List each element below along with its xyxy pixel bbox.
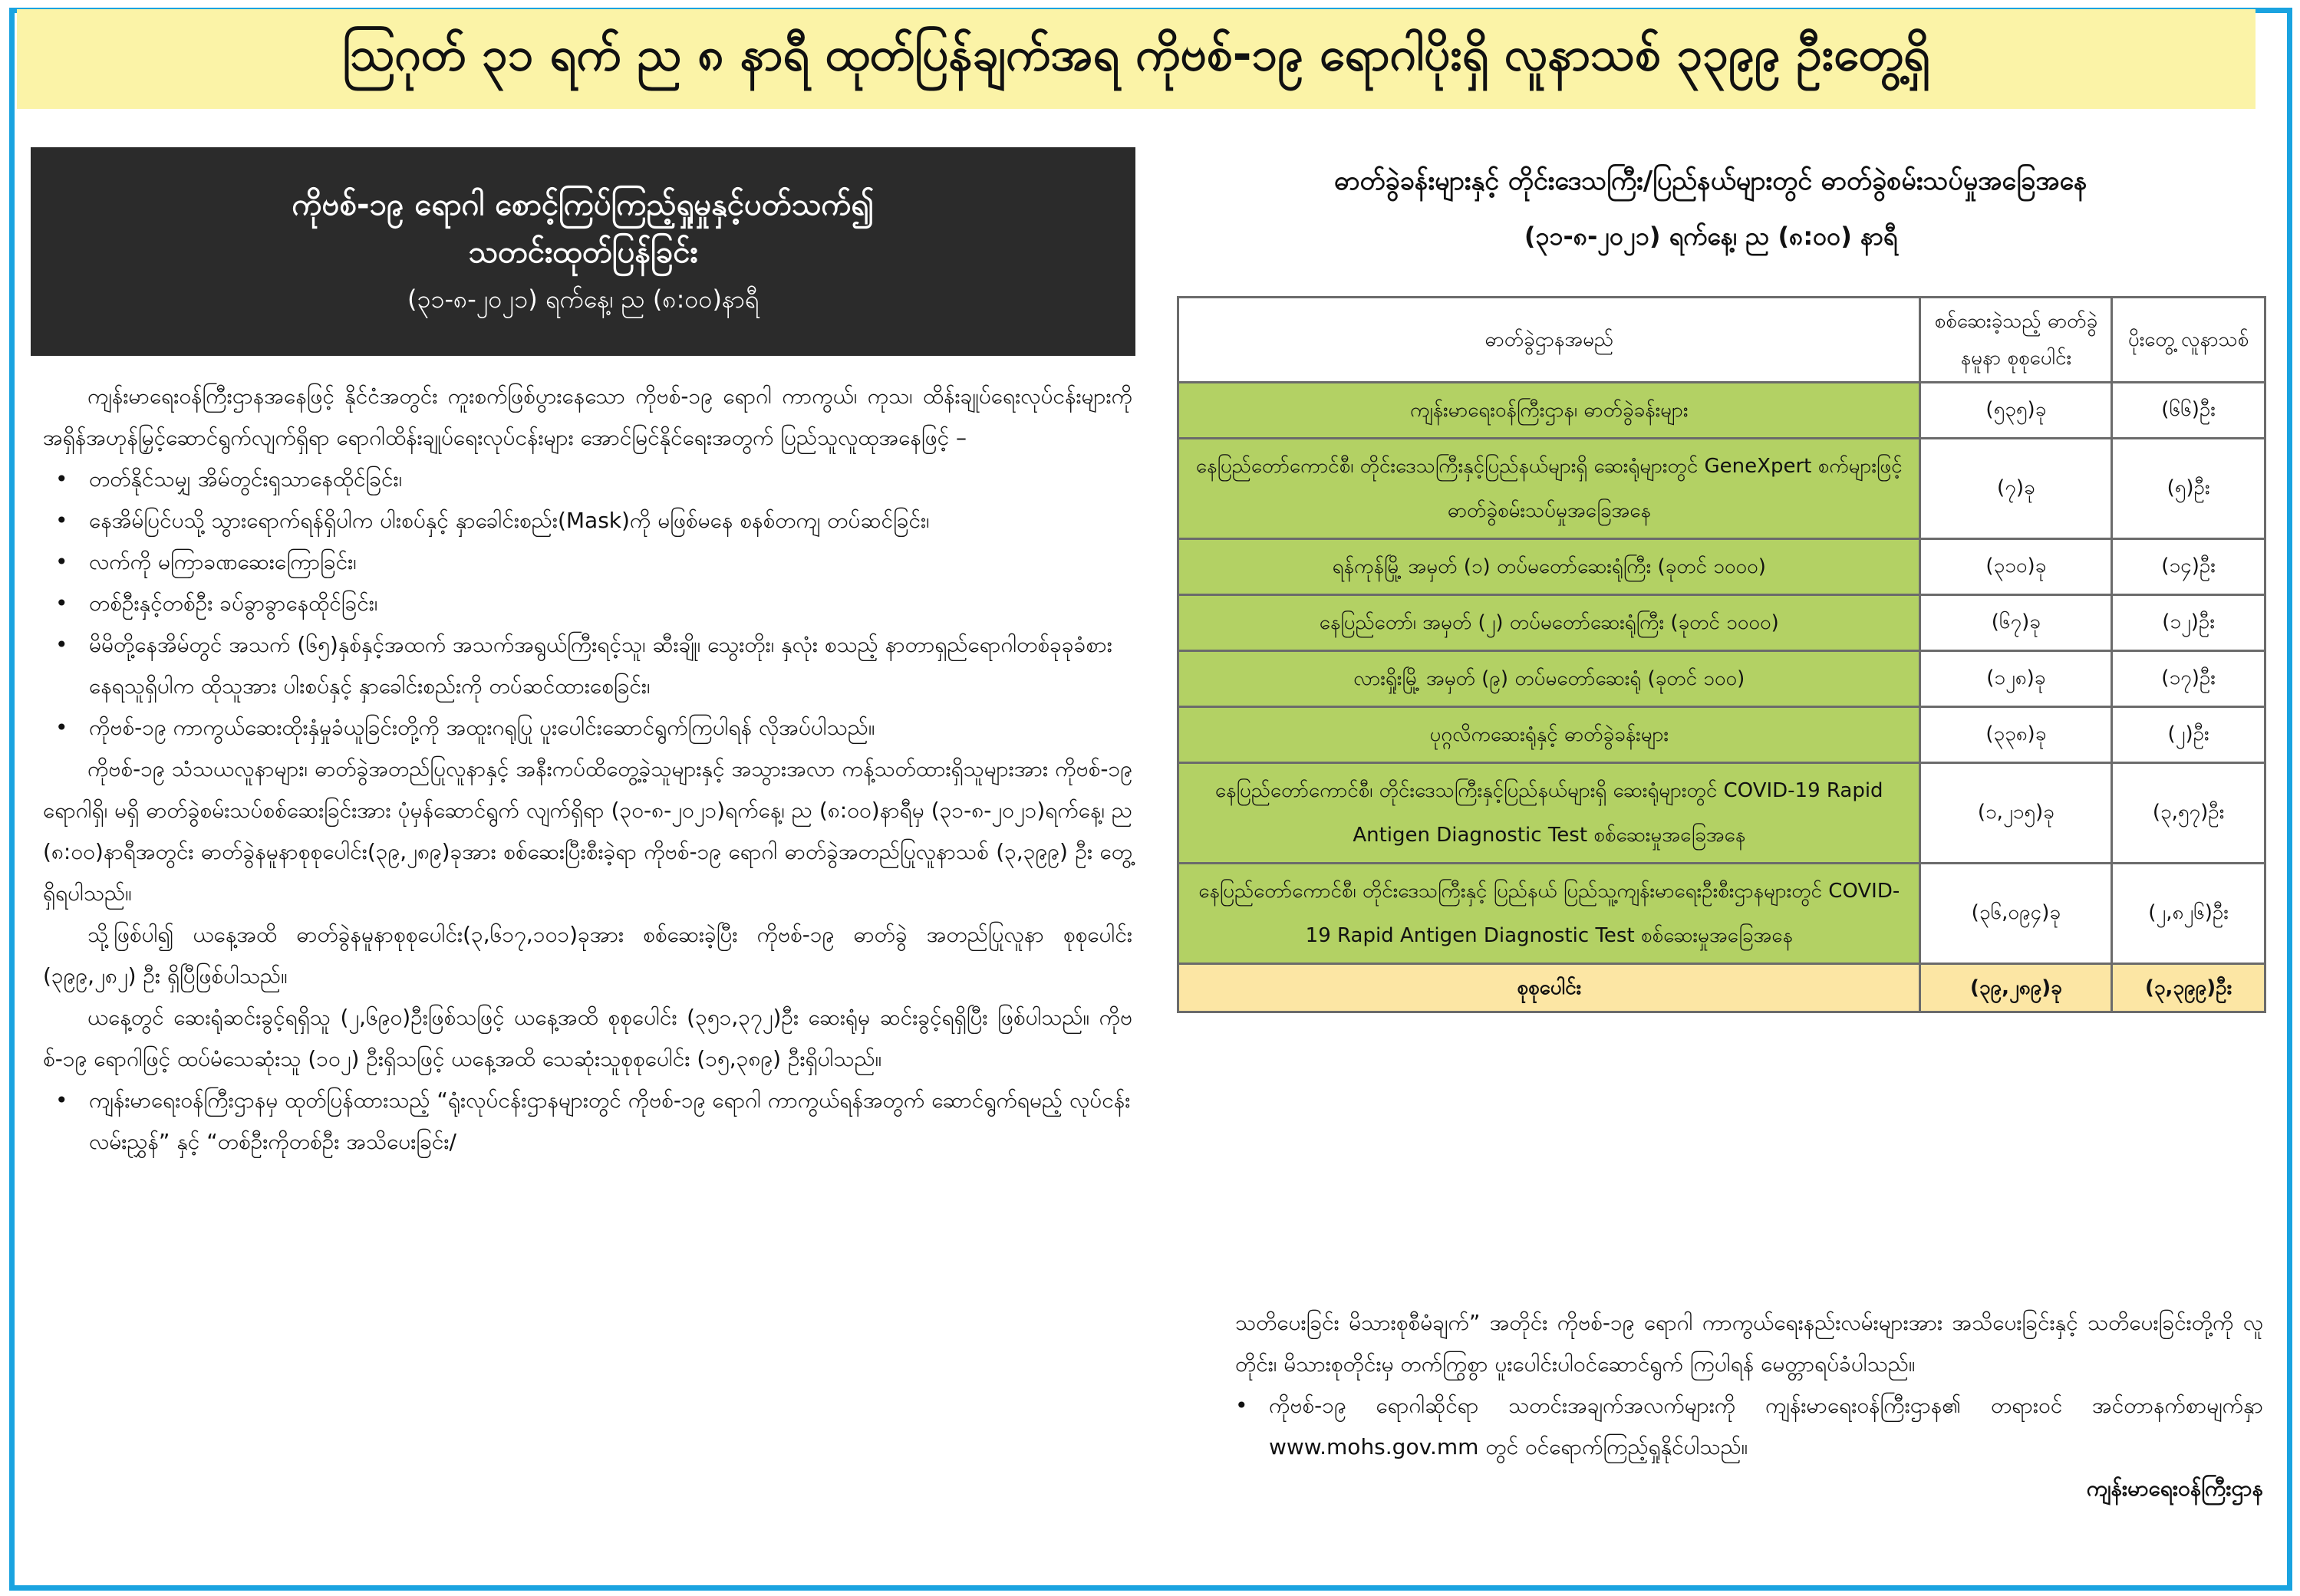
total-samples: (၃၉,၂၈၉)ခု bbox=[1920, 964, 2112, 1012]
discharge-death-paragraph: ယနေ့တွင် ဆေးရုံဆင်းခွင့်ရရှိသူ (၂,၆၉၀)ဦးဖြစ်သဖြင့် ယနေ့အထိ စုစုပေါင်း (၃၅၁,၃၇၂)ဦး ဆေးရုံမှ ဆင်းခွင့်ရရှိပြီး ဖြစ်ပါသည်။ ကိုဗစ်-၁၉ ရောဂါဖြင့် ထပ်မံသေဆုံးသူ (၁၀၂) ဦးရှိသဖြင့် ယနေ့အထိ သေဆုံးသူစုစုပေါင်း (၁၅,၃၈၉) ဦးရှိပါသည်။ bbox=[43, 1005, 1132, 1071]
case-count: (၁၄)ဦး bbox=[2112, 539, 2265, 595]
press-release-header bbox=[31, 147, 1135, 356]
advice-item: • တစ်ဦးနှင့်တစ်ဦး ခပ်ခွာခွာနေထိုင်ခြင်း၊ bbox=[89, 583, 1132, 624]
lab-name: လားရှိုးမြို့ အမှတ် (၉) တပ်မတော်ဆေးရုံ (ခုတင် ၁၀၀) bbox=[1178, 651, 1920, 707]
case-count: (၅)ဦး bbox=[2112, 439, 2265, 539]
advice-item: • လက်ကို မကြာခဏဆေးကြောခြင်း၊ bbox=[89, 541, 1132, 583]
family-plan-paragraph: သတိပေးခြင်း မိသားစုစီမံချက်” အတိုင်း ကိုဗစ်-၁၉ ရောဂါ ကာကွယ်ရေးနည်းလမ်းများအား အသိပေးခြင်းနှင့် သတိပေးခြင်းတို့ကို လူတိုင်း၊ မိသားစုတိုင်းမှ တက်ကြွစွာ ပူးပေါင်းပါဝင်ဆောင်ရွက် ကြပါရန် မေတ္တာရပ်ခံပါသည်။ bbox=[1235, 1310, 2263, 1377]
advice-item: • မိမိတို့နေအိမ်တွင် အသက် (၆၅)နှစ်နှင့်အထက် အသက်အရွယ်ကြီးရင့်သူ၊ ဆီးချို၊ သွေးတိုး၊ နှလုံး စသည့် နာတာရှည်ရောဂါတစ်ခုခုခံစားနေရသူရှိပါက ထိုသူအား ပါးစပ်နှင့် နှာခေါင်းစည်းကို တပ်ဆင်ထားစေခြင်း၊ bbox=[89, 624, 1132, 707]
sample-count: (၁,၂၁၅)ခု bbox=[1920, 763, 2112, 864]
table-date: (၃၁-၈-၂၀၂၁) ရက်နေ့၊ ည (၈:၀၀) နာရီ bbox=[1524, 222, 1898, 251]
advice-item: • ကိုဗစ်-၁၉ ကာကွယ်ဆေးထိုးနှံမှုခံယူခြင်းတို့ကို အထူးဂရုပြု ပူးပေါင်းဆောင်ရွက်ကြပါရန် လိုအပ်ပါသည်။ bbox=[89, 707, 1132, 749]
lab-name: နေပြည်တော်ကောင်စီ၊ တိုင်းဒေသကြီးနှင့်ပြည်နယ်များရှိ ဆေးရုံများတွင် GeneXpert စက်များဖြင့် ဓာတ်ခွဲစမ်းသပ်မှုအခြေအနေ bbox=[1178, 439, 1920, 539]
table-total-row bbox=[1178, 964, 2265, 1012]
press-release-title-line1: ကိုဗစ်-၁၉ ရောဂါ စောင့်ကြပ်ကြည့်ရှုမှုနှင့်ပတ်သက်၍ bbox=[292, 187, 875, 222]
lab-name: ပုဂ္ဂလိကဆေးရုံနှင့် ဓာတ်ခွဲခန်းများ bbox=[1178, 707, 1920, 763]
testing-paragraph: ကိုဗစ်-၁၉ သံသယလူနာများ၊ ဓာတ်ခွဲအတည်ပြုလူနာနှင့် အနီးကပ်ထိတွေ့ခဲ့သူများနှင့် အသွားအလာ ကန့်သတ်ထားရှိသူများအား ကိုဗစ်-၁၉ ရောဂါရှိ၊ မရှိ ဓာတ်ခွဲစမ်းသပ်စစ်ဆေးခြင်းအား ပုံမှန်ဆောင်ရွက် လျက်ရှိရာ (၃၀-၈-၂၀၂၁)ရက်နေ့၊ ည (၈:၀၀)နာရီမှ (၃၁-၈-၂၀၂၁)ရက်နေ့၊ ည (၈:၀၀)နာရီအတွင်း ဓာတ်ခွဲနမူနာစုစုပေါင်း(၃၉,၂၈၉)ခုအား စစ်ဆေးပြီးစီးခဲ့ရာ ကိုဗစ်-၁၉ ရောဂါ ဓာတ်ခွဲအတည်ပြုလူနာသစ် (၃,၃၉၉) ဦး တွေ့ရှိရပါသည်။ bbox=[43, 756, 1132, 906]
lab-name: နေပြည်တော်ကောင်စီ၊ တိုင်းဒေသကြီးနှင့် ပြည်နယ် ပြည်သူ့ကျန်းမာရေးဦးစီးဌာနများတွင် COVID-19 Rapid Antigen Diagnostic Test စစ်ဆေးမှုအခြေအနေ bbox=[1178, 864, 1920, 964]
headline-banner: ဩဂုတ် ၃၁ ရက် ည ၈ နာရီ ထုတ်ပြန်ချက်အရ ကိုဗစ်-၁၉ ရောဂါပိုးရှိ လူနာသစ် ၃၃၉၉ ဦးတွေ့ရှိ bbox=[17, 9, 2256, 109]
table-row bbox=[1178, 595, 2265, 651]
cumulative-paragraph: သို့ဖြစ်ပါ၍ ယနေ့အထိ ဓာတ်ခွဲနမူနာစုစုပေါင်း(၃,၆၁၇,၁၀၁)ခုအား စစ်ဆေးခဲ့ပြီး ကိုဗစ်-၁၉ ဓာတ်ခွဲ အတည်ပြုလူနာ စုစုပေါင်း (၃၉၉,၂၈၂) ဦး ရှိပြီဖြစ်ပါသည်။ bbox=[43, 922, 1132, 989]
total-label: စုစုပေါင်း bbox=[1178, 964, 1920, 1012]
lab-results-table bbox=[1177, 296, 2266, 1013]
intro-paragraph: ကျန်းမာရေးဝန်ကြီးဌာနအနေဖြင့် နိုင်ငံအတွင်း ကူးစက်ဖြစ်ပွားနေသော ကိုဗစ်-၁၉ ရောဂါ ကာကွယ်၊ ကုသ၊ ထိန်းချုပ်ရေးလုပ်ငန်းများကို အရှိန်အဟုန်မြှင့်ဆောင်ရွက်လျက်ရှိရာ ရောဂါထိန်းချုပ်ရေးလုပ်ငန်းများ အောင်မြင်နိုင်ရေးအတွက် ပြည်သူလူထုအနေဖြင့် – bbox=[43, 383, 1132, 450]
table-row bbox=[1178, 383, 2265, 439]
sample-count: (၁၂၈)ခု bbox=[1920, 651, 2112, 707]
right-body bbox=[1235, 1302, 2263, 1509]
table-row bbox=[1178, 539, 2265, 595]
col-header-cases: ပိုးတွေ့ လူနာသစ် bbox=[2112, 298, 2265, 383]
total-cases: (၃,၃၉၉)ဦး bbox=[2112, 964, 2265, 1012]
case-count: (၂)ဦး bbox=[2112, 707, 2265, 763]
lab-name: ရန်ကုန်မြို့ အမှတ် (၁) တပ်မတော်ဆေးရုံကြီး (ခုတင် ၁၀၀၀) bbox=[1178, 539, 1920, 595]
sample-count: (၇)ခု bbox=[1920, 439, 2112, 539]
case-count: (၁၇)ဦး bbox=[2112, 651, 2265, 707]
advice-item: • တတ်နိုင်သမျှ အိမ်တွင်းၡသာနေထိုင်ခြင်း၊ bbox=[89, 459, 1132, 500]
case-count: (၁၂)ဦး bbox=[2112, 595, 2265, 651]
col-header-samples: စစ်ဆေးခဲ့သည့် ဓာတ်ခွဲနမူနာ စုစုပေါင်း bbox=[1920, 298, 2112, 383]
lab-name: နေပြည်တော်ကောင်စီ၊ တိုင်းဒေသကြီးနှင့်ပြည်နယ်များရှိ ဆေးရုံများတွင် COVID-19 Rapid Antigen Diagnostic Test စစ်ဆေးမှုအခြေအနေ bbox=[1178, 763, 1920, 864]
table-row bbox=[1178, 651, 2265, 707]
lab-name: ကျန်းမာရေးဝန်ကြီးဌာန၊ ဓာတ်ခွဲခန်းများ bbox=[1178, 383, 1920, 439]
case-count: (၃,၅၇)ဦး bbox=[2112, 763, 2265, 864]
lab-name: နေပြည်တော်၊ အမှတ် (၂) တပ်မတော်ဆေးရုံကြီး (ခုတင် ၁၀၀၀) bbox=[1178, 595, 1920, 651]
table-row bbox=[1178, 864, 2265, 964]
table-row bbox=[1178, 707, 2265, 763]
press-release-title-line2: သတင်းထုတ်ပြန်ခြင်း bbox=[468, 235, 698, 270]
sample-count: (၆၇)ခု bbox=[1920, 595, 2112, 651]
col-header-lab: ဓာတ်ခွဲဌာနအမည် bbox=[1178, 298, 1920, 383]
sample-count: (၅၃၅)ခု bbox=[1920, 383, 2112, 439]
guideline-item: • ကျန်းမာရေးဝန်ကြီးဌာနမှ ထုတ်ပြန်ထားသည့် “ရုံးလုပ်ငန်းဌာနများတွင် ကိုဗစ်-၁၉ ရောဂါ ကာကွယ်ရန်အတွက် ဆောင်ရွက်ရမည့် လုပ်ငန်းလမ်းညွှန်” နှင့် “တစ်ဦးကိုတစ်ဦး အသိပေးခြင်း/ bbox=[89, 1080, 1132, 1163]
case-count: (၂,၈၂၆)ဦး bbox=[2112, 864, 2265, 964]
sample-count: (၃၆,၀၉၄)ခု bbox=[1920, 864, 2112, 964]
advice-item: • နေအိမ်ပြင်ပသို့ သွားရောက်ရန်ရှိပါက ပါးစပ်နှင့် နှာခေါင်းစည်း(Mask)ကို မဖြစ်မနေ စနစ်တကျ တပ်ဆင်ခြင်း၊ bbox=[89, 500, 1132, 541]
sample-count: (၃၁၀)ခု bbox=[1920, 539, 2112, 595]
table-title: ဓာတ်ခွဲခန်းများနှင့် တိုင်းဒေသကြီး/ပြည်နယ်များတွင် ဓာတ်ခွဲစမ်းသပ်မှုအခြေအနေ bbox=[1334, 166, 2087, 196]
signature: ကျန်းမာရေးဝန်ကြီးဌာန bbox=[2086, 1476, 2263, 1501]
website-bullet: • ကိုဗစ်-၁၉ ရောဂါဆိုင်ရာ သတင်းအချက်အလက်များကို ကျန်းမာရေးဝန်ကြီးဌာန၏ တရားဝင် အင်တာနက်စာမျက်နှာ www.mohs.gov.mm တွင် ဝင်ရောက်ကြည့်ရှုနိုင်ပါသည်။ bbox=[1235, 1385, 2263, 1468]
table-row bbox=[1178, 763, 2265, 864]
table-row bbox=[1178, 439, 2265, 539]
case-count: (၆၆)ဦး bbox=[2112, 383, 2265, 439]
table-header bbox=[1158, 153, 2263, 264]
advice-list bbox=[43, 459, 1132, 749]
press-release-date: (၃၁-၈-၂၀၂၁) ရက်နေ့၊ ည (၈:၀၀)နာရီ bbox=[407, 285, 760, 314]
press-release-body bbox=[43, 376, 1132, 1163]
guideline-list bbox=[43, 1080, 1132, 1163]
sample-count: (၃၃၈)ခု bbox=[1920, 707, 2112, 763]
